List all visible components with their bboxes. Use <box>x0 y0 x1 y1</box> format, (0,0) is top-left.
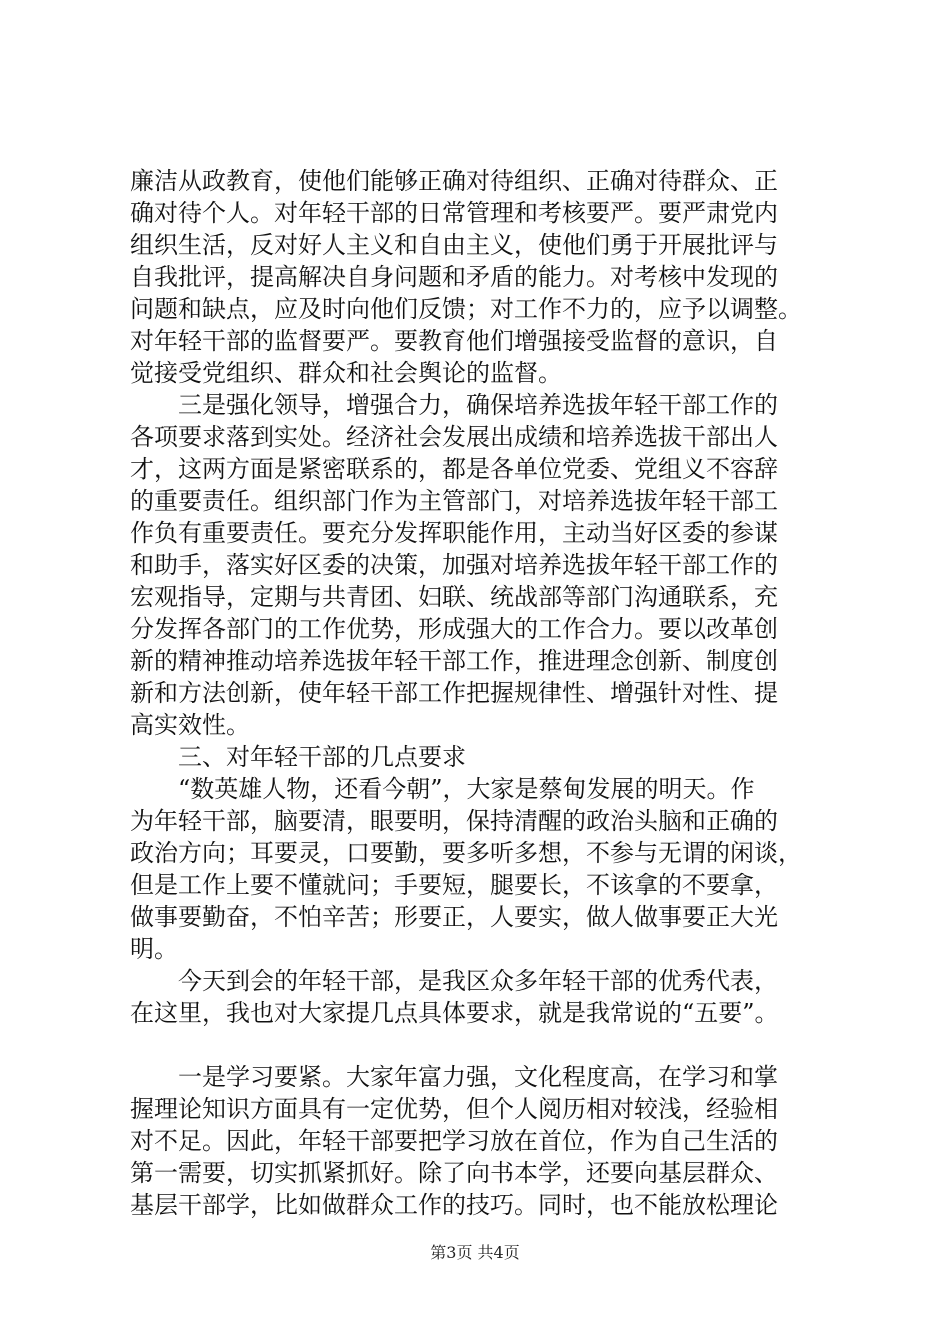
text-line: 的重要责任。组织部门作为主管部门，对培养选拔年轻干部工 <box>130 487 778 515</box>
text-line: 高实效性。 <box>130 711 250 739</box>
text-line: 作负有重要责任。要充分发挥职能作用，主动当好区委的参谋 <box>130 519 778 547</box>
section-heading: 三、对年轻干部的几点要求 <box>130 743 466 771</box>
text-line: 做事要勤奋，不怕辛苦；形要正，人要实，做人做事要正大光 <box>130 903 778 931</box>
text-line: 政治方向；耳要灵，口要勤，要多听多想，不参与无谓的闲谈， <box>130 839 802 867</box>
text-line: 和助手，落实好区委的决策，加强对培养选拔年轻干部工作的 <box>130 551 778 579</box>
text-line: 分发挥各部门的工作优势，形成强大的工作合力。要以改革创 <box>130 615 778 643</box>
text-line: 才，这两方面是紧密联系的，都是各单位党委、党组义不容辞 <box>130 455 778 483</box>
text-line: 自我批评，提高解决自身问题和矛盾的能力。对考核中发现的 <box>130 263 778 291</box>
text-line: “数英雄人物，还看今朝”，大家是蔡甸发展的明天。作 <box>130 775 755 803</box>
text-line: 三是强化领导，增强合力，确保培养选拔年轻干部工作的 <box>130 391 778 419</box>
text-line: 新和方法创新，使年轻干部工作把握规律性、增强针对性、提 <box>130 679 778 707</box>
text-line: 新的精神推动培养选拔年轻干部工作，推进理念创新、制度创 <box>130 647 778 675</box>
text-line: 一是学习要紧。大家年富力强，文化程度高，在学习和掌 <box>130 1063 778 1091</box>
text-line: 对年轻干部的监督要严。要教育他们增强接受监督的意识，自 <box>130 327 778 355</box>
text-line: 在这里，我也对大家提几点具体要求，就是我常说的“五要”。 <box>130 999 779 1027</box>
text-line: 对不足。因此，年轻干部要把学习放在首位，作为自己生活的 <box>130 1127 778 1155</box>
text-line: 宏观指导，定期与共青团、妇联、统战部等部门沟通联系，充 <box>130 583 778 611</box>
text-line: 各项要求落到实处。经济社会发展出成绩和培养选拔干部出人 <box>130 423 778 451</box>
text-line: 为年轻干部，脑要清，眼要明，保持清醒的政治头脑和正确的 <box>130 807 778 835</box>
text-line: 确对待个人。对年轻干部的日常管理和考核要严。要严肃党内 <box>130 199 778 227</box>
text-line: 今天到会的年轻干部，是我区众多年轻干部的优秀代表， <box>130 967 778 995</box>
text-line: 问题和缺点，应及时向他们反馈；对工作不力的，应予以调整。 <box>130 295 802 323</box>
document-body <box>130 165 830 1221</box>
text-line: 基层干部学，比如做群众工作的技巧。同时，也不能放松理论 <box>130 1191 778 1219</box>
text-line: 第一需要，切实抓紧抓好。除了向书本学，还要向基层群众、 <box>130 1159 778 1187</box>
text-line: 明。 <box>130 935 178 963</box>
blank-line <box>130 1029 830 1061</box>
text-line: 握理论知识方面具有一定优势，但个人阅历相对较浅，经验相 <box>130 1095 778 1123</box>
text-line: 廉洁从政教育，使他们能够正确对待组织、正确对待群众、正 <box>130 167 778 195</box>
text-line: 组织生活，反对好人主义和自由主义，使他们勇于开展批评与 <box>130 231 778 259</box>
page-footer: 第3页 共4页 <box>430 1243 520 1262</box>
text-line: 觉接受党组织、群众和社会舆论的监督。 <box>130 359 562 387</box>
text-line: 但是工作上要不懂就问；手要短，腿要长，不该拿的不要拿， <box>130 871 778 899</box>
